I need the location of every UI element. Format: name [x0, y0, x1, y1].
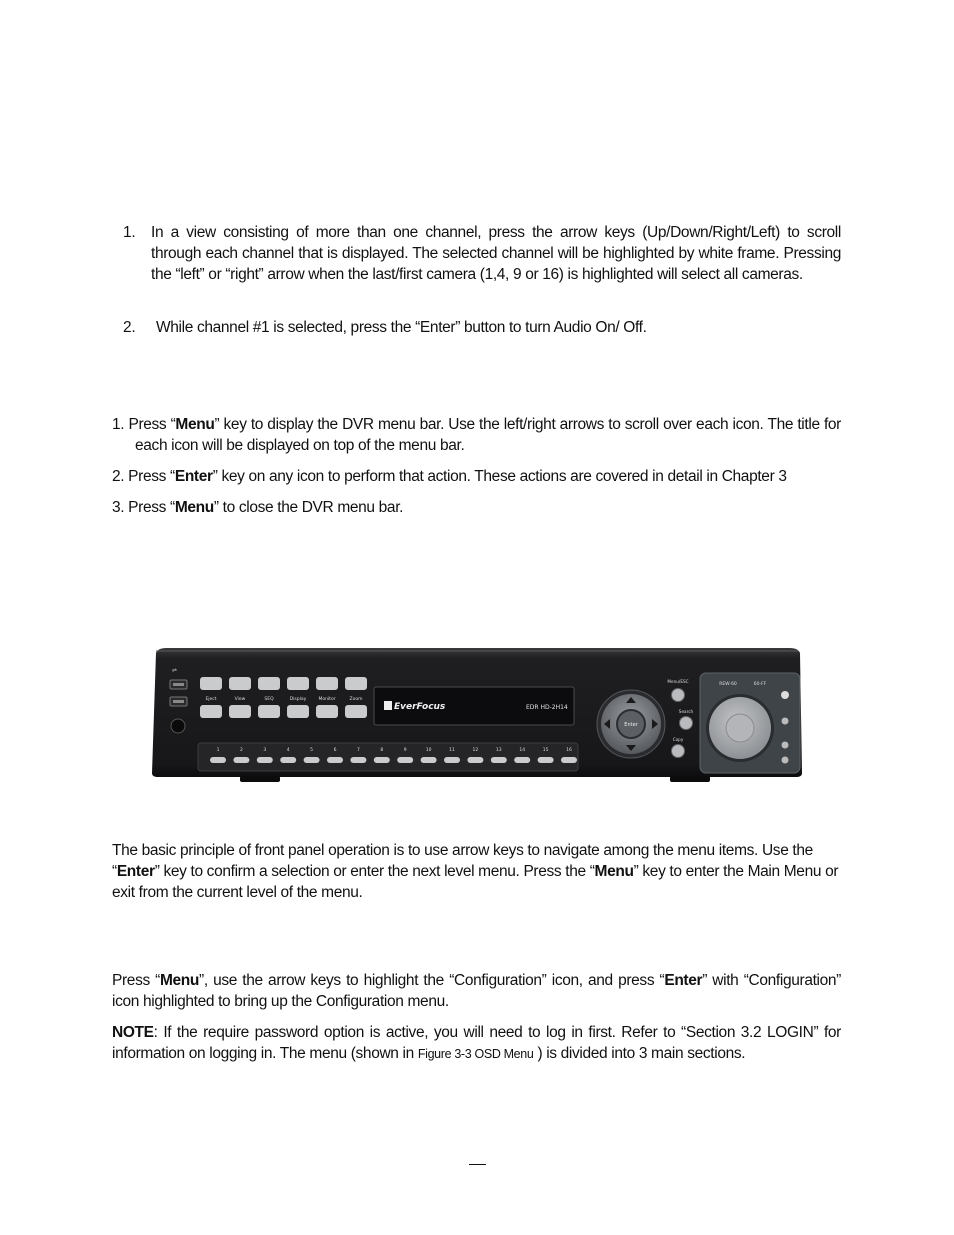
channel-label-16: 16: [566, 748, 572, 753]
list1-number-1: 1.: [123, 224, 136, 241]
list2-item-2: 2. Press “Enter” key on any icon to perform that action. These actions are covered in detail in Chapter 3: [112, 468, 787, 485]
menu-key-label: Menu: [159, 972, 200, 989]
paragraph-front-panel-principle: The basic principle of front panel operation is to use arrow keys to navigate among the menu items. Use the “Enter” key to confirm a selection or enter the next level menu. Press the “Menu” key to enter the Main Menu or exit from the current level of the menu.: [112, 842, 839, 901]
navigation-pad: [597, 690, 665, 758]
channel-button-8: [374, 757, 390, 763]
button-label-display: Display: [289, 697, 307, 702]
page-number-line: [469, 1150, 486, 1165]
channel-label-15: 15: [542, 748, 549, 753]
svg-text:Menu/ESC: Menu/ESC: [667, 679, 689, 684]
channel-button-10: [421, 757, 437, 763]
enter-key-label: Enter: [664, 972, 703, 989]
channel-label-10: 10: [425, 748, 432, 753]
menu-key-label: Menu: [175, 416, 215, 433]
button-label-monitor: Monitor: [318, 697, 336, 702]
channel-button-13: [491, 757, 507, 763]
channel-label-7: 7: [356, 748, 360, 753]
dvr-front-panel-image: [150, 645, 804, 785]
channel-label-8: 8: [380, 748, 384, 753]
enter-button-label: Enter: [624, 722, 638, 728]
menu-key-label: Menu: [174, 499, 214, 516]
paragraph-configuration-access: Press “Menu”, use the arrow keys to highlight the “Configuration” icon, and press “Enter” with “Configuration” icon highlighted to bring up the Configuration menu.: [112, 972, 841, 1010]
svg-text:Copy: Copy: [672, 737, 684, 742]
svg-text:60-FF: 60-FF: [753, 682, 767, 687]
channel-label-6: 6: [333, 748, 337, 753]
channel-button-3: [257, 757, 273, 763]
enter-key-label: Enter: [116, 863, 155, 880]
list1-number-2: 2.: [123, 319, 136, 336]
channel-label-4: 4: [286, 748, 290, 753]
channel-button-12: [467, 757, 483, 763]
channel-label-5: 5: [310, 748, 314, 753]
list2-item-3: 3. Press “Menu” to close the DVR menu bar.: [112, 499, 404, 516]
channel-label-2: 2: [239, 748, 243, 753]
menu-key-label: Menu: [594, 863, 634, 880]
brand-logo-text: EverFocus: [394, 702, 446, 712]
channel-button-6: [327, 757, 343, 763]
figure-reference: Figure 3-3 OSD Menu: [417, 1047, 534, 1061]
channel-button-1: [210, 757, 226, 763]
channel-button-4: [280, 757, 296, 763]
svg-text:⇌: ⇌: [172, 667, 178, 674]
channel-button-2: [233, 757, 249, 763]
channel-label-13: 13: [495, 748, 502, 753]
button-label-eject: Eject: [205, 697, 217, 702]
note-paragraph: NOTE: If the require password option is active, you will need to log in first. Refer to “Section 3.2 LOGIN” for information on logging in. The menu (shown in Figure 3-3 OSD Menu ) is divided into 3 main sections.: [112, 1024, 841, 1062]
channel-label-9: 9: [403, 748, 407, 753]
channel-button-14: [514, 757, 530, 763]
button-label-seq: SEQ: [264, 697, 274, 702]
svg-text:Search: Search: [678, 709, 694, 714]
channel-button-9: [397, 757, 413, 763]
list2-item-1: 1. Press “Menu” key to display the DVR menu bar. Use the left/right arrows to scroll over each icon. The title for each icon will be displayed on top of the menu bar.: [112, 416, 841, 454]
channel-button-15: [538, 757, 554, 763]
channel-label-1: 1: [216, 748, 220, 753]
channel-label-3: 3: [263, 748, 267, 753]
note-label: NOTE: [112, 1024, 154, 1041]
channel-button-7: [350, 757, 366, 763]
channel-label-14: 14: [519, 748, 526, 753]
jog-shuttle: [700, 673, 800, 773]
svg-text:REW-60: REW-60: [719, 682, 737, 687]
list1-item-2: While channel #1 is selected, press the “Enter” button to turn Audio On/ Off.: [156, 319, 647, 336]
channel-label-11: 11: [449, 748, 455, 753]
channel-button-16: [561, 757, 577, 763]
enter-key-label: Enter: [174, 468, 213, 485]
channel-button-11: [444, 757, 460, 763]
list1-item-1: In a view consisting of more than one channel, press the arrow keys (Up/Down/Right/Left) to scroll through each channel that is displayed. The selected channel will be highlighted by white frame. Pressing the “left” or “right” arrow when the last/first camera (1,4, 9 or 16) is highlighted will select all cameras.: [151, 224, 841, 283]
channel-label-12: 12: [472, 748, 479, 753]
channel-button-5: [304, 757, 320, 763]
button-label-view: View: [234, 697, 246, 702]
button-label-zoom: Zoom: [349, 697, 363, 702]
model-text: EDR HD-2H14: [526, 704, 568, 711]
